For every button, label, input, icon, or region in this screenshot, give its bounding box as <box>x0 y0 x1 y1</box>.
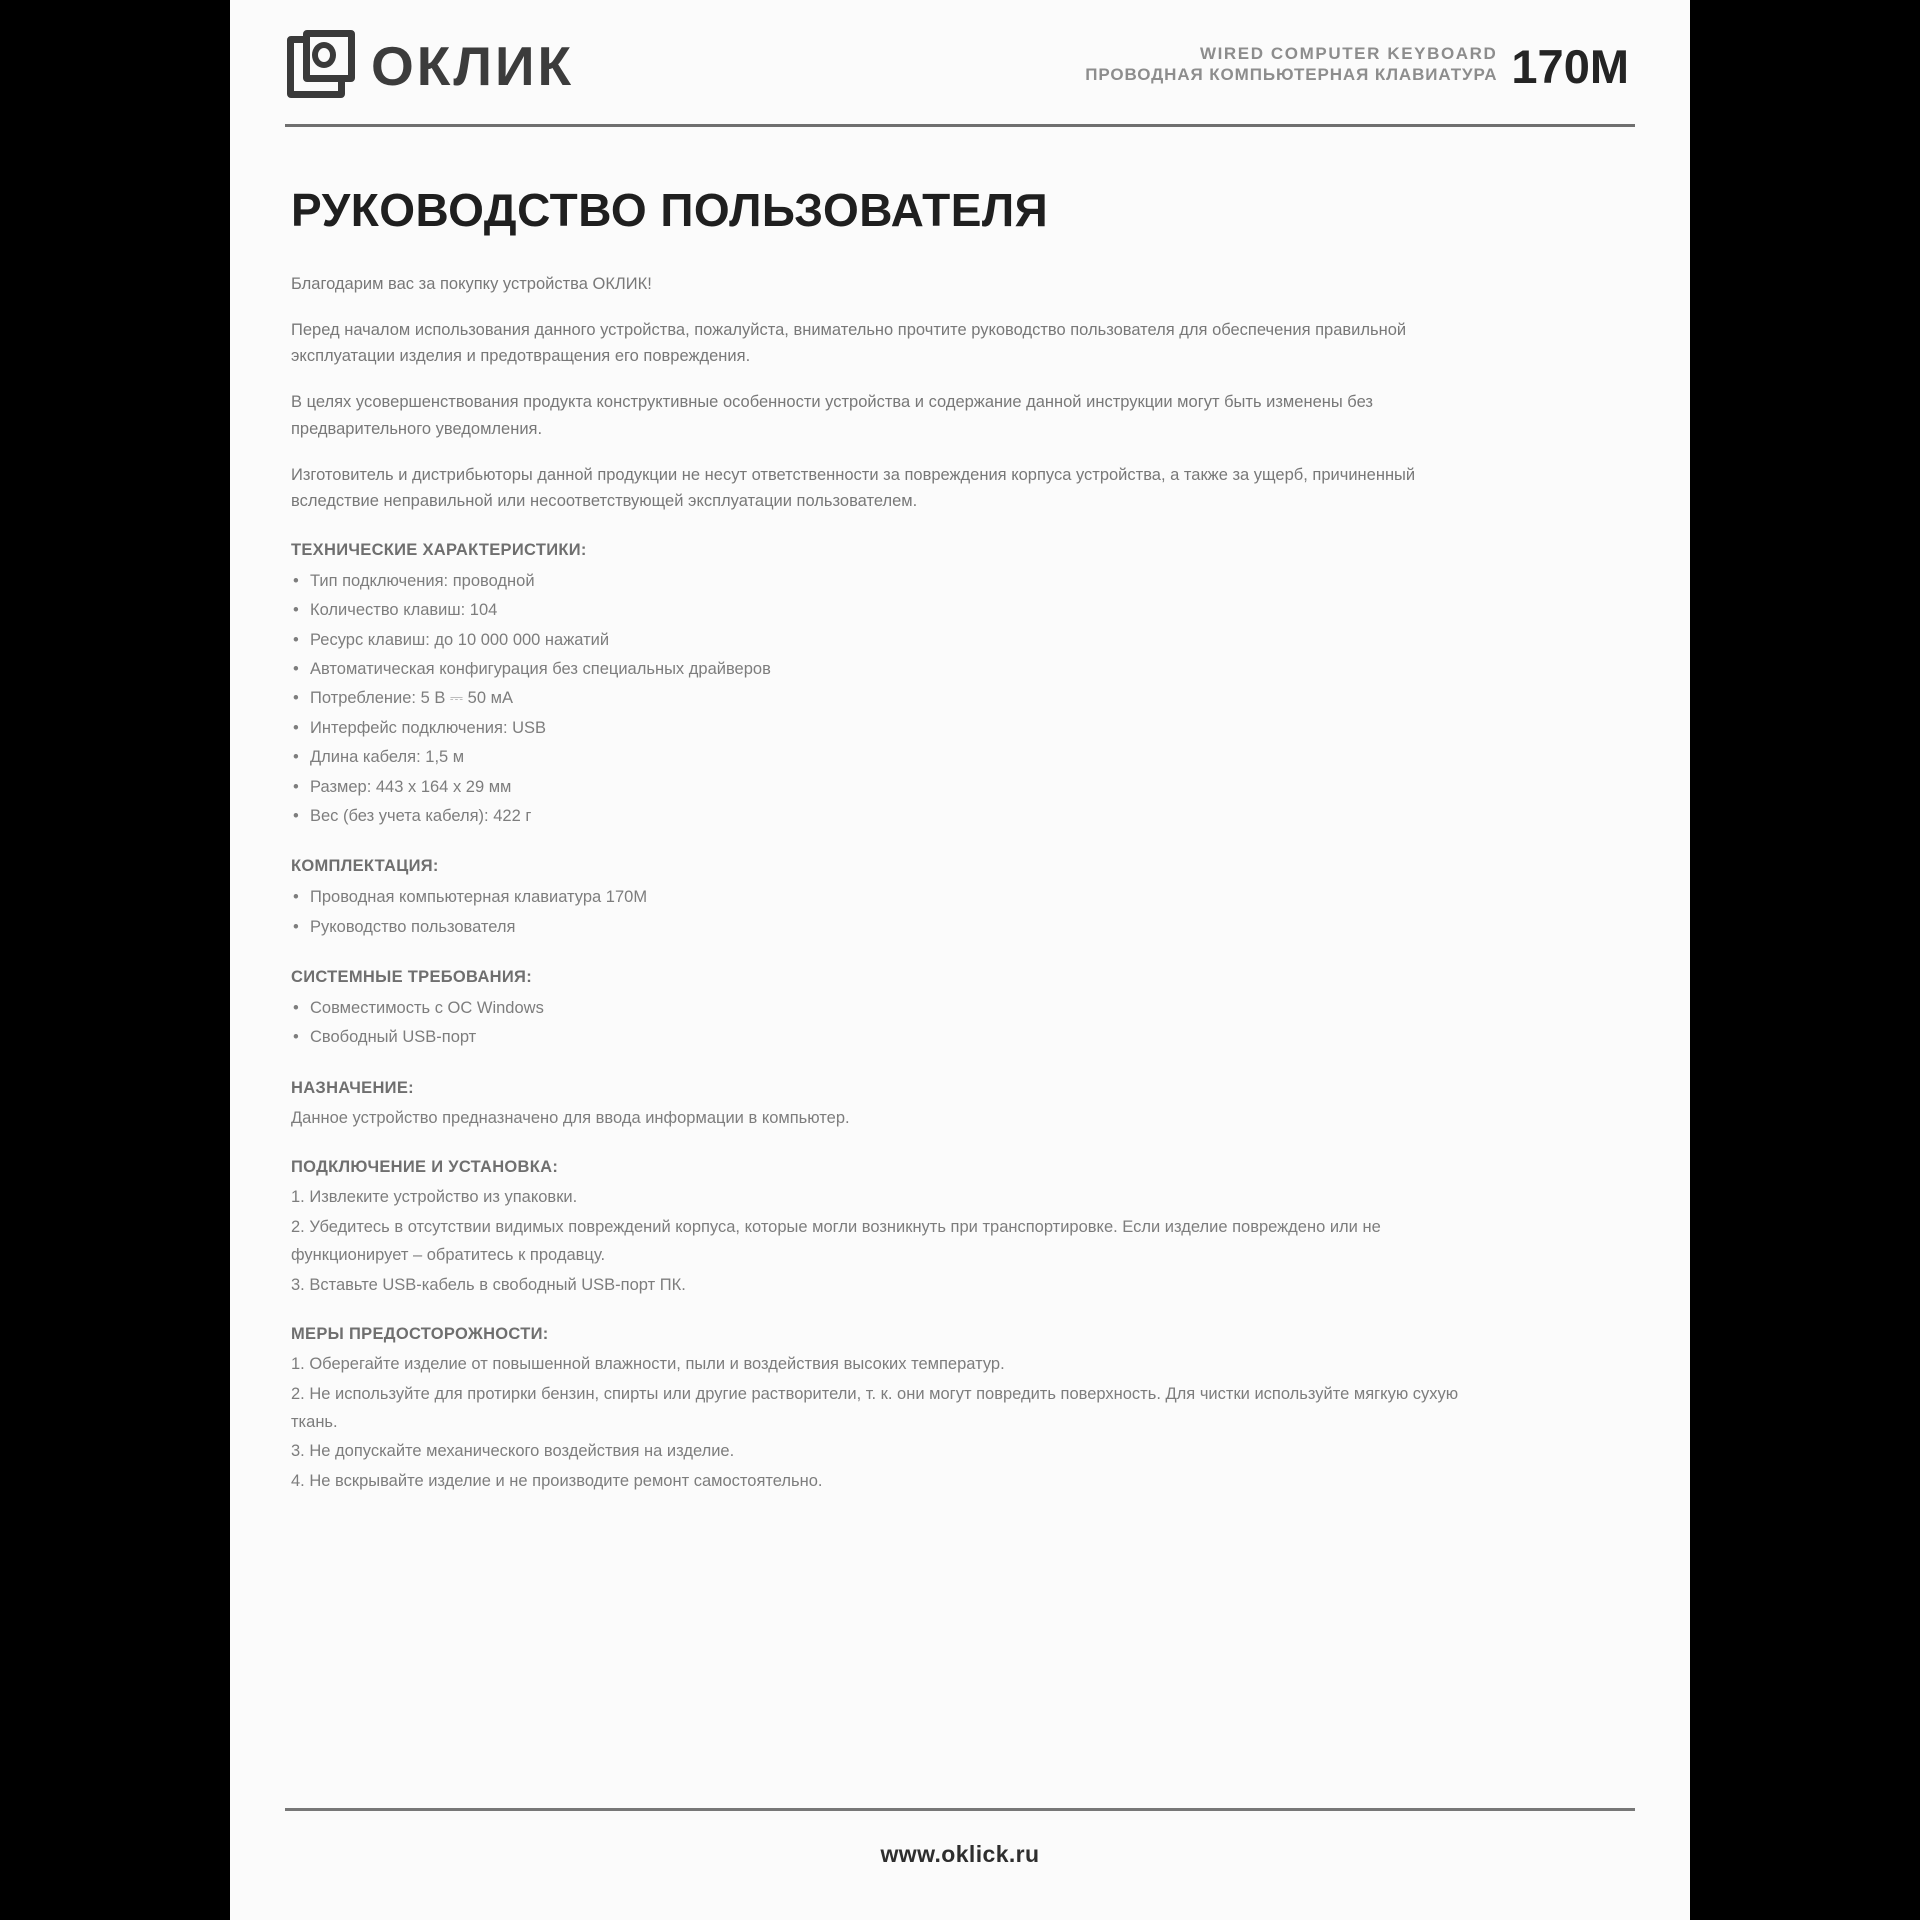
oklick-square-logo-icon <box>285 30 357 102</box>
section-specs <box>291 541 1629 831</box>
section-precautions <box>291 1325 1629 1496</box>
setup-steps-list <box>291 1184 1629 1299</box>
section-requirements-heading: СИСТЕМНЫЕ ТРЕБОВАНИЯ: <box>291 967 532 986</box>
list-item: • Размер: 443 x 164 x 29 мм <box>291 773 1629 802</box>
section-setup-heading: ПОДКЛЮЧЕНИЕ И УСТАНОВКА: <box>291 1158 559 1177</box>
list-item: • Ресурс клавиш: до 10 000 000 нажатий <box>291 626 1629 655</box>
list-item: • Длина кабеля: 1,5 м <box>291 743 1629 772</box>
list-item: • Автоматическая конфигурация без специальных драйверов <box>291 655 1629 684</box>
intro-paragraph-3: В целях усовершенствования продукта конструктивные особенности устройства и содержание данной инструкции могут быть изменены без предварительного уведомления. <box>291 393 1373 438</box>
intro-paragraph-1: Благодарим вас за покупку устройства ОКЛИК! <box>291 275 652 293</box>
section-package-contents <box>291 857 1629 942</box>
requirements-list <box>291 994 1629 1053</box>
page-header <box>285 0 1635 118</box>
brand-wordmark: ОКЛИК <box>371 34 575 97</box>
list-item: • Руководство пользователя <box>291 913 1629 942</box>
product-name-ru: ПРОВОДНАЯ КОМПЬЮТЕРНАЯ КЛАВИАТУРА <box>1085 65 1498 84</box>
specs-list <box>291 567 1629 831</box>
page-title: РУКОВОДСТВО ПОЛЬЗОВАТЕЛЯ <box>291 184 1049 236</box>
list-item: 2. Убедитесь в отсутствии видимых повреждений корпуса, которые могли возникнуть при транспортировке. Если изделие повреждено или не функционирует – обратитесь к продавцу. <box>291 1218 1381 1264</box>
section-package-heading: КОМПЛЕКТАЦИЯ: <box>291 857 439 876</box>
section-purpose <box>291 1079 1629 1133</box>
list-item: • Проводная компьютерная клавиатура 170M <box>291 883 1629 912</box>
brand-block <box>285 30 574 102</box>
section-purpose-heading: НАЗНАЧЕНИЕ: <box>291 1078 414 1097</box>
precautions-steps-list <box>291 1351 1629 1496</box>
list-item: 2. Не используйте для протирки бензин, спирты или другие растворители, т. к. они могут повредить поверхность. Для чистки используйте мягкую сухую ткань. <box>291 1385 1459 1431</box>
list-item: 1. Извлеките устройство из упаковки. <box>291 1188 578 1207</box>
list-item: • Интерфейс подключения: USB <box>291 714 1629 743</box>
product-model: 170M <box>1511 39 1629 93</box>
section-setup <box>291 1158 1629 1299</box>
package-list <box>291 883 1629 942</box>
header-product-info <box>1085 39 1635 93</box>
section-specs-heading: ТЕХНИЧЕСКИЕ ХАРАКТЕРИСТИКИ: <box>291 541 587 560</box>
header-divider <box>285 124 1635 127</box>
list-item: 3. Вставьте USB-кабель в свободный USB-порт ПК. <box>291 1275 686 1294</box>
product-name-block <box>1085 43 1497 90</box>
list-item: 3. Не допускайте механического воздействия на изделие. <box>291 1442 735 1461</box>
list-item: • Совместимость с ОС Windows <box>291 994 1629 1023</box>
page-footer <box>285 1808 1635 1868</box>
list-item: • Потребление: 5 В ⎓ 50 мА <box>291 684 1629 713</box>
manual-content <box>285 183 1635 1496</box>
list-item: • Тип подключения: проводной <box>291 567 1629 596</box>
intro-paragraph-2: Перед началом использования данного устройства, пожалуйста, внимательно прочтите руководство пользователя для обеспечения правильной эксплуатации изделия и предотвращения его повреждения. <box>291 320 1407 366</box>
manual-page <box>230 0 1690 1920</box>
section-precautions-heading: МЕРЫ ПРЕДОСТОРОЖНОСТИ: <box>291 1325 549 1344</box>
list-item: 1. Оберегайте изделие от повышенной влажности, пыли и воздействия высоких температур. <box>291 1355 1005 1374</box>
intro-paragraph-4: Изготовитель и дистрибьюторы данной продукции не несут ответственности за повреждения корпуса устройства, а также за ущерб, причиненный вследствие неправильной или несоответствующей эксплуатации пользователем. <box>291 465 1416 511</box>
list-item: • Вес (без учета кабеля): 422 г <box>291 802 1629 831</box>
list-item: • Свободный USB-порт <box>291 1023 1629 1052</box>
list-item: 4. Не вскрывайте изделие и не производите ремонт самостоятельно. <box>291 1472 823 1491</box>
footer-website[interactable]: www.oklick.ru <box>880 1841 1040 1867</box>
footer-divider <box>285 1808 1635 1811</box>
list-item: • Количество клавиш: 104 <box>291 596 1629 625</box>
purpose-text: Данное устройство предназначено для ввода информации в компьютер. <box>291 1108 850 1127</box>
product-name-en: WIRED COMPUTER KEYBOARD <box>1199 43 1498 63</box>
section-system-requirements <box>291 968 1629 1053</box>
